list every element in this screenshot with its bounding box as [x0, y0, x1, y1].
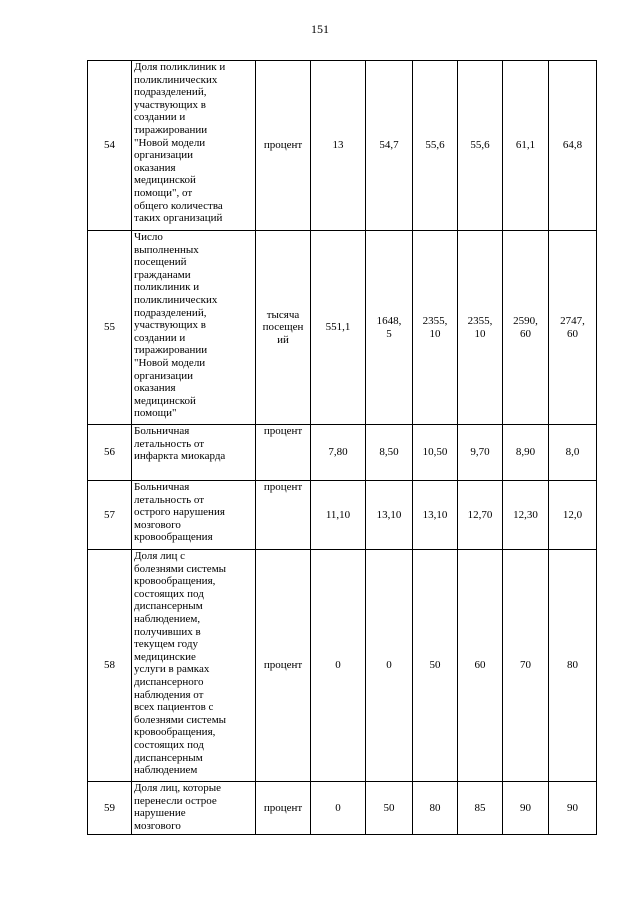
value-cell: 8,90	[503, 425, 549, 481]
value-cell: 551,1	[311, 231, 366, 425]
table-row	[88, 425, 597, 481]
value-cell: 12,30	[503, 481, 549, 550]
value-cell: 12,70	[458, 481, 503, 550]
value-cell: 54,7	[366, 61, 413, 231]
value-cell: 12,0	[549, 481, 597, 550]
value-cell: 2355, 10	[413, 231, 458, 425]
value-cell: 7,80	[311, 425, 366, 481]
value-cell: 80	[549, 550, 597, 782]
value-cell: 1648, 5	[366, 231, 413, 425]
row-number: 57	[88, 481, 132, 550]
value-cell: 50	[366, 782, 413, 835]
indicator-name: Число выполненных посещений гражданами поликлиник и поликлинических подразделений, участвующих в создании и тиражировании "Новой модели организации оказания медицинской помощи"	[132, 231, 256, 425]
value-cell: 11,10	[311, 481, 366, 550]
table-row	[88, 550, 597, 782]
indicator-name: Доля лиц с болезнями системы кровообращения, состоящих под диспансерным наблюдением, получивших в текущем году медицинские услуги в рамках диспансерного наблюдения от всех пациентов с болезнями системы кровообращения, состоящих под диспансерным наблюдением	[132, 550, 256, 782]
value-cell: 90	[549, 782, 597, 835]
value-cell: 2747, 60	[549, 231, 597, 425]
row-number: 56	[88, 425, 132, 481]
value-cell: 13,10	[413, 481, 458, 550]
page-number: 151	[311, 22, 329, 36]
row-number: 55	[88, 231, 132, 425]
value-cell: 64,8	[549, 61, 597, 231]
table-row	[88, 782, 597, 835]
unit-cell: процент	[256, 61, 311, 231]
unit-cell: процент	[256, 481, 311, 550]
row-number: 54	[88, 61, 132, 231]
indicator-name: Доля лиц, которые перенесли острое нарушение мозгового	[132, 782, 256, 835]
value-cell: 50	[413, 550, 458, 782]
row-number: 59	[88, 782, 132, 835]
value-cell: 9,70	[458, 425, 503, 481]
table-row	[88, 61, 597, 231]
value-cell: 0	[311, 550, 366, 782]
value-cell: 70	[503, 550, 549, 782]
unit-cell: процент	[256, 425, 311, 481]
table-row	[88, 481, 597, 550]
unit-cell: процент	[256, 782, 311, 835]
value-cell: 55,6	[458, 61, 503, 231]
indicators-table	[87, 60, 597, 835]
value-cell: 60	[458, 550, 503, 782]
value-cell: 85	[458, 782, 503, 835]
indicator-name: Доля поликлиник и поликлинических подразделений, участвующих в создании и тиражировании "Новой модели организации оказания медицинской помощи", от общего количества таких организаций	[132, 61, 256, 231]
row-number: 58	[88, 550, 132, 782]
value-cell: 2355, 10	[458, 231, 503, 425]
value-cell: 13,10	[366, 481, 413, 550]
value-cell: 80	[413, 782, 458, 835]
value-cell: 55,6	[413, 61, 458, 231]
table-row	[88, 231, 597, 425]
value-cell: 8,0	[549, 425, 597, 481]
value-cell: 0	[366, 550, 413, 782]
indicator-name: Больничная летальность от инфаркта миокарда	[132, 425, 256, 481]
value-cell: 0	[311, 782, 366, 835]
value-cell: 90	[503, 782, 549, 835]
value-cell: 13	[311, 61, 366, 231]
unit-cell: тысяча посещен ий	[256, 231, 311, 425]
indicator-name: Больничная летальность от острого нарушения мозгового кровообращения	[132, 481, 256, 550]
value-cell: 8,50	[366, 425, 413, 481]
value-cell: 10,50	[413, 425, 458, 481]
unit-cell: процент	[256, 550, 311, 782]
value-cell: 2590, 60	[503, 231, 549, 425]
value-cell: 61,1	[503, 61, 549, 231]
